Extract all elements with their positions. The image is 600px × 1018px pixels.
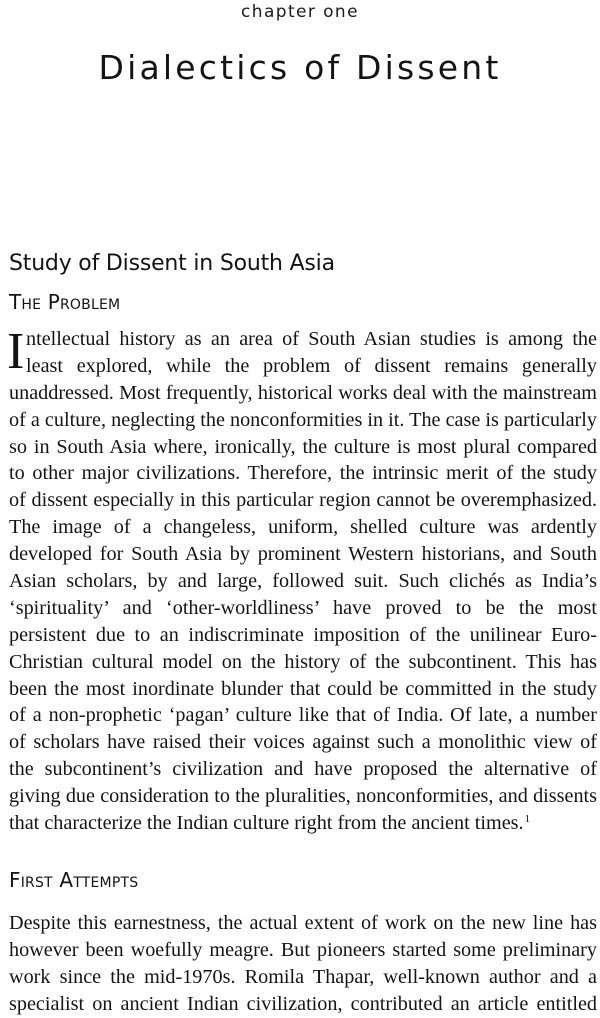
paragraph-line: The image of a changeless, uniform, shelled culture was ardently [9, 516, 597, 539]
subsection-heading-first-attempts: First Attempts [9, 868, 139, 892]
paragraph-line: however been woefully meagre. But pioneers started some preliminary [9, 938, 597, 961]
paragraph-line: so in South Asia where, ironically, the culture is most plural compared [9, 435, 597, 458]
paragraph-line: ntellectual history as an area of South Asian studies is among the [26, 328, 597, 350]
drop-cap: I [7, 323, 25, 380]
paragraph-line: the subcontinent’s civilization and have proposed the alternative of [9, 758, 597, 781]
paragraph-first-attempts [9, 910, 597, 1018]
paragraph-line: work since the mid-1970s. Romila Thapar, well-known author and a [9, 965, 597, 988]
paragraph-line: specialist on ancient Indian civilization, contributed an article entitled [9, 992, 597, 1015]
paragraph-line-text: that characterize the Indian culture right from the ancient times. [9, 812, 524, 835]
chapter-title: Dialectics of Dissent [98, 48, 502, 87]
paragraph-line: of a culture, neglecting the nonconformities in it. The case is particularly [9, 408, 597, 431]
paragraph-line: of scholars have raised their voices against such a monolithic view of [9, 731, 597, 754]
paragraph-line: developed for South Asia by prominent Western historians, and South [9, 543, 597, 566]
paragraph-line: Asian scholars, by and large, followed suit. Such clichés as India’s [9, 570, 597, 593]
paragraph-last-line [9, 810, 597, 837]
paragraph-line: Christian cultural model on the history of the subcontinent. This has [9, 650, 597, 673]
section-heading: Study of Dissent in South Asia [9, 251, 335, 276]
paragraph-line: of dissent especially in this particular region cannot be overemphasized. [9, 489, 597, 512]
paragraph-line: Despite this earnestness, the actual extent of work on the new line has [9, 912, 597, 934]
paragraph-line: unaddressed. Most frequently, historical works deal with the mainstream [9, 381, 597, 404]
paragraph-line: persistent due to an indiscriminate imposition of the unilinear Euro- [9, 623, 597, 646]
paragraph-line: to other major civilizations. Therefore, the intrinsic merit of the study [9, 462, 597, 485]
paragraph-line: of a non-prophetic ‘pagan’ culture like that of India. Of late, a number [9, 704, 597, 727]
footnote-marker[interactable]: 1 [524, 813, 531, 826]
paragraph-line: least explored, while the problem of dissent remains generally [26, 354, 597, 377]
subsection-heading-problem: The Problem [9, 290, 121, 314]
paragraph-line: giving due consideration to the pluralities, nonconformities, and dissents [9, 785, 597, 808]
paragraph-line: ‘spirituality’ and ‘other-worldliness’ have proved to be the most [9, 596, 597, 619]
paragraph-problem [7, 323, 597, 837]
paragraph-line: been the most inordinate blunder that could be committed in the study [9, 677, 597, 700]
chapter-label: chapter one [241, 2, 359, 22]
